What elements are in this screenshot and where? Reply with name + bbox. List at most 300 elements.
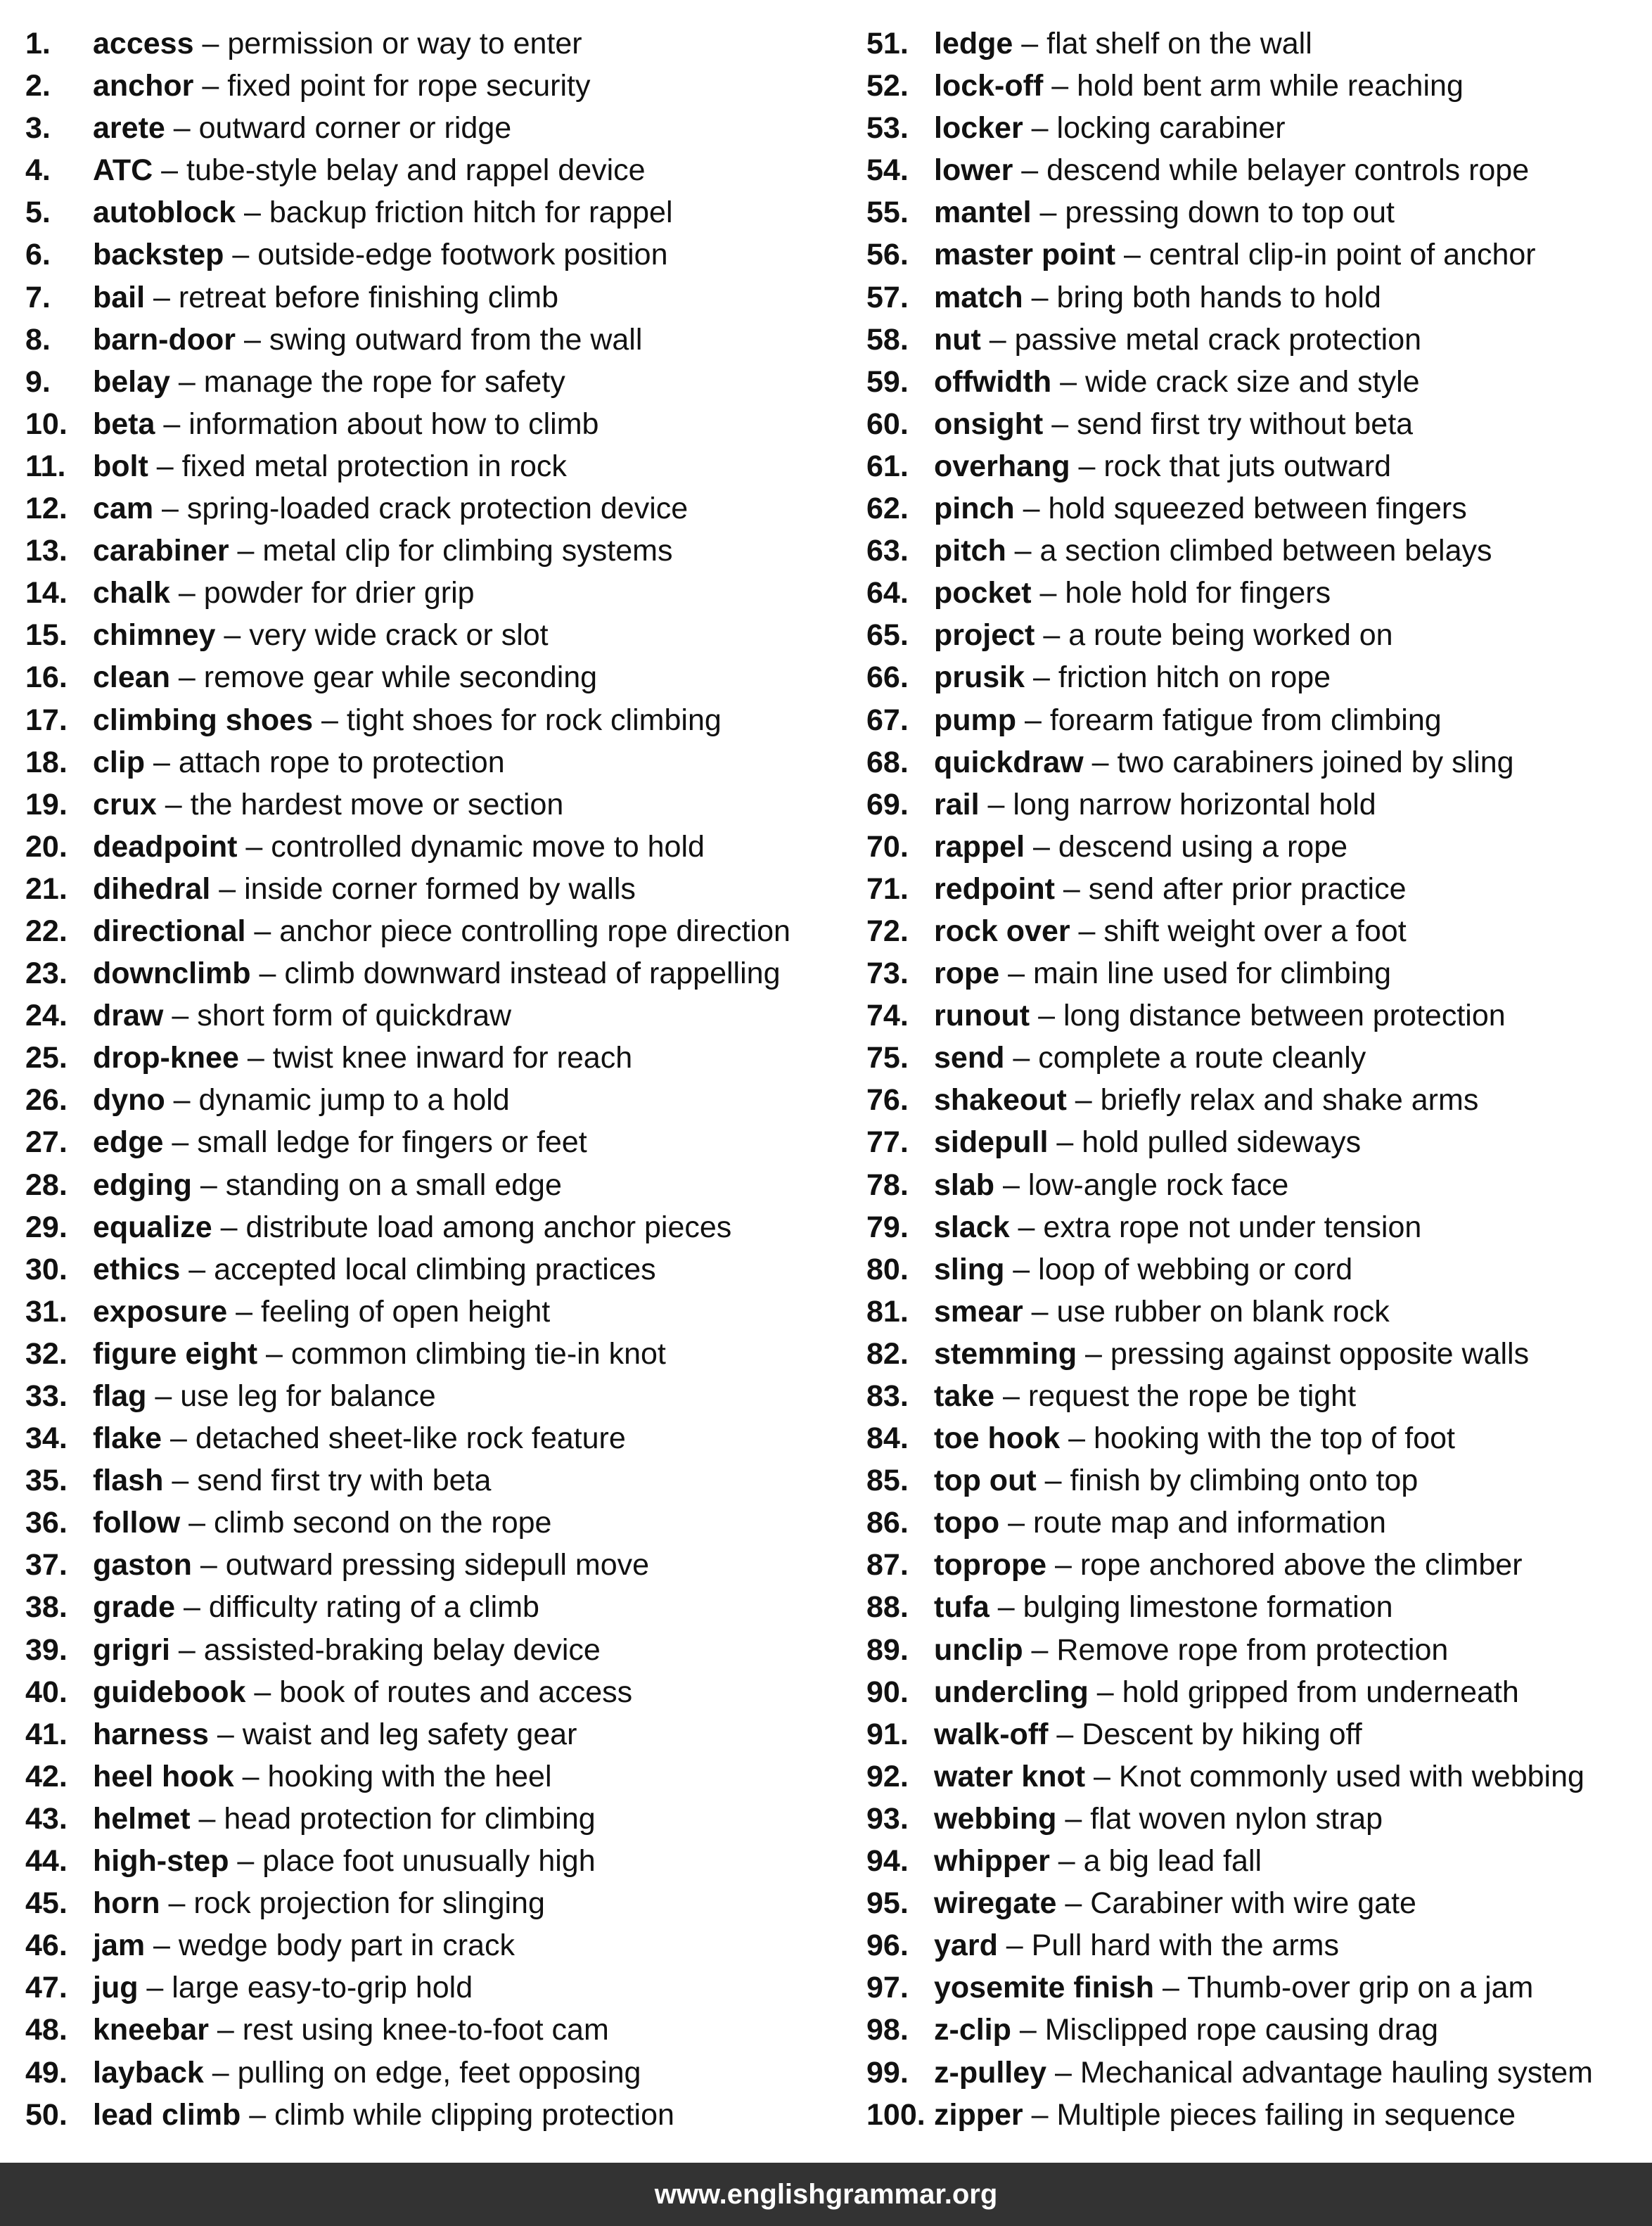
glossary-entry — [866, 2094, 1648, 2136]
entry-term: rock over — [934, 914, 1070, 948]
entry-definition: Thumb-over grip on a jam — [1187, 1971, 1534, 2005]
entry-term: climbing shoes — [93, 703, 314, 737]
entry-definition: climb second on the rope — [214, 1506, 552, 1540]
entry-term: flag — [93, 1379, 147, 1413]
entry-separator: – — [169, 660, 204, 695]
entry-number: 1. — [25, 27, 51, 60]
entry-term: lead climb — [93, 2097, 241, 2132]
entry-definition: difficulty rating of a climb — [208, 1590, 539, 1625]
glossary-entry — [866, 1079, 1648, 1121]
entry-term: toe hook — [934, 1421, 1061, 1456]
glossary-entry — [25, 107, 834, 149]
entry-term: pinch — [934, 492, 1015, 526]
glossary-entry — [25, 2094, 834, 2136]
entry-definition: complete a route cleanly — [1038, 1041, 1366, 1075]
entry-number: 91. — [866, 1717, 909, 1751]
entry-term: runout — [934, 999, 1030, 1033]
entry-number: 19. — [25, 787, 68, 821]
entry-number: 48. — [25, 2013, 68, 2047]
entry-term: offwidth — [934, 364, 1052, 399]
entry-definition: feeling of open height — [261, 1294, 551, 1329]
entry-definition: rest using knee-to-foot cam — [242, 2013, 609, 2047]
entry-definition: route map and information — [1032, 1506, 1386, 1540]
glossary-entry — [25, 952, 834, 994]
glossary-entry — [25, 234, 834, 276]
entry-term: project — [934, 618, 1035, 653]
glossary-entry — [866, 1502, 1648, 1544]
entry-definition: use rubber on blank rock — [1056, 1294, 1390, 1329]
entry-definition: head protection for climbing — [224, 1801, 596, 1836]
entry-definition: hole hold for fingers — [1065, 576, 1331, 610]
entry-term: belay — [93, 364, 170, 399]
entry-definition: book of routes and access — [279, 1675, 633, 1709]
entry-definition: central clip-in point of anchor — [1148, 238, 1536, 272]
glossary-entry — [25, 319, 834, 361]
entry-separator: – — [160, 1886, 194, 1921]
entry-term: downclimb — [93, 957, 251, 991]
glossary-entry — [866, 65, 1648, 107]
entry-definition: hold gripped from underneath — [1122, 1675, 1519, 1709]
entry-term: figure eight — [93, 1336, 258, 1371]
glossary-entry — [25, 614, 834, 656]
entry-term: high-step — [93, 1844, 229, 1879]
entry-separator: – — [241, 2097, 275, 2132]
glossary-entry — [866, 2052, 1648, 2094]
entry-separator: – — [155, 407, 189, 441]
glossary-entry — [25, 149, 834, 191]
entry-separator: – — [229, 1844, 263, 1879]
entry-term: shakeout — [934, 1083, 1067, 1118]
entry-separator: – — [233, 1759, 268, 1793]
entry-definition: a big lead fall — [1083, 1844, 1262, 1879]
entry-definition: forearm fatigue from climbing — [1049, 703, 1442, 737]
glossary-entry — [25, 487, 834, 530]
entry-number: 96. — [866, 1928, 909, 1963]
entry-term: redpoint — [934, 871, 1055, 906]
entry-definition: Mechanical advantage hauling system — [1080, 2055, 1593, 2090]
entry-term: grigri — [93, 1632, 170, 1667]
entry-definition: outward pressing sidepull move — [225, 1548, 650, 1582]
glossary-entry — [25, 1755, 834, 1798]
entry-number: 58. — [866, 322, 909, 357]
entry-number: 12. — [25, 492, 68, 526]
entry-definition: remove gear while seconding — [203, 660, 598, 695]
entry-number: 90. — [866, 1675, 909, 1709]
entry-number: 39. — [25, 1632, 68, 1667]
entry-term: toprope — [934, 1548, 1047, 1582]
entry-term: lock-off — [934, 69, 1044, 103]
entry-term: edging — [93, 1168, 192, 1202]
entry-separator: – — [313, 703, 347, 737]
entry-number: 41. — [25, 1717, 68, 1751]
glossary-entry — [25, 1291, 834, 1333]
glossary-entry — [25, 403, 834, 445]
glossary-entry — [866, 1798, 1648, 1840]
entry-number: 94. — [866, 1844, 909, 1879]
entry-term: pitch — [934, 534, 1006, 568]
entry-term: slack — [934, 1210, 1010, 1244]
entry-number: 25. — [25, 1041, 68, 1075]
entry-term: ethics — [93, 1252, 181, 1286]
entry-term: bail — [93, 280, 146, 314]
entry-term: guidebook — [93, 1675, 246, 1709]
entry-number: 56. — [866, 238, 909, 272]
entry-separator: – — [237, 829, 271, 864]
entry-definition: briefly relax and shake arms — [1100, 1083, 1479, 1118]
glossary-entry — [25, 1248, 834, 1291]
entry-definition: anchor piece controlling rope direction — [279, 914, 790, 948]
entry-number: 36. — [25, 1506, 68, 1540]
entry-number: 89. — [866, 1632, 909, 1667]
entry-term: deadpoint — [93, 829, 238, 864]
glossary-entry — [25, 1544, 834, 1586]
entry-separator: – — [999, 957, 1033, 991]
entry-definition: the hardest move or section — [190, 787, 564, 821]
entry-number: 10. — [25, 407, 68, 441]
glossary-entry — [866, 1417, 1648, 1459]
entry-separator: – — [1030, 999, 1063, 1033]
entry-separator: – — [180, 1252, 214, 1286]
entry-number: 6. — [25, 238, 51, 272]
glossary-entry — [25, 276, 834, 319]
entry-separator: – — [146, 1379, 181, 1413]
glossary-entry — [25, 530, 834, 572]
glossary-entry — [866, 1375, 1648, 1417]
entry-term: water knot — [934, 1759, 1086, 1793]
entry-term: clean — [93, 660, 170, 695]
entry-definition: dynamic jump to a hold — [198, 1083, 510, 1118]
glossary-entry — [866, 656, 1648, 698]
glossary-entry — [25, 1375, 834, 1417]
entry-number: 31. — [25, 1294, 68, 1329]
entry-definition: fixed point for rope security — [227, 69, 591, 103]
glossary-entry — [25, 1840, 834, 1882]
entry-separator: – — [1083, 745, 1118, 779]
entry-term: unclip — [934, 1632, 1023, 1667]
glossary-entry — [866, 191, 1648, 234]
entry-definition: climb downward instead of rappelling — [284, 957, 781, 991]
glossary-entry — [866, 1164, 1648, 1206]
entry-definition: a route being worked on — [1068, 618, 1393, 653]
entry-separator: – — [1031, 196, 1065, 230]
glossary-entry — [25, 1206, 834, 1248]
entry-number: 47. — [25, 1971, 68, 2005]
entry-separator: – — [191, 1548, 226, 1582]
glossary-entry — [866, 868, 1648, 910]
entry-number: 52. — [866, 69, 909, 103]
entry-term: prusik — [934, 660, 1025, 695]
entry-term: drop-knee — [93, 1041, 239, 1075]
entry-term: nut — [934, 322, 981, 357]
entry-definition: Remove rope from protection — [1056, 1632, 1449, 1667]
entry-term: jug — [93, 1971, 139, 2005]
entry-separator: – — [1088, 1675, 1122, 1709]
entry-separator: – — [212, 1210, 246, 1244]
entry-definition: detached sheet-like rock feature — [195, 1421, 626, 1456]
entry-term: slab — [934, 1168, 995, 1202]
entry-term: lower — [934, 153, 1013, 188]
entry-number: 87. — [866, 1548, 909, 1582]
entry-separator: – — [169, 364, 204, 399]
entry-number: 69. — [866, 787, 909, 821]
entry-term: backstep — [93, 238, 224, 272]
entry-separator: – — [163, 1125, 198, 1160]
entry-term: smear — [934, 1294, 1023, 1329]
entry-term: equalize — [93, 1210, 212, 1244]
entry-separator: – — [156, 787, 191, 821]
entry-term: zipper — [934, 2097, 1023, 2132]
entry-definition: hold squeezed between fingers — [1048, 492, 1467, 526]
entry-separator: – — [145, 280, 179, 314]
glossary-column-left — [25, 23, 834, 2136]
entry-definition: rock projection for slinging — [193, 1886, 545, 1921]
entry-separator: – — [138, 1971, 172, 2005]
footer-website[interactable]: www.englishgrammar.org — [0, 2163, 1652, 2226]
entry-separator: – — [165, 1083, 199, 1118]
entry-separator: – — [979, 787, 1013, 821]
entry-definition: swing outward from the wall — [269, 322, 643, 357]
glossary-entry — [866, 1544, 1648, 1586]
entry-definition: friction hitch on rope — [1058, 660, 1331, 695]
entry-term: jam — [93, 1928, 146, 1963]
entry-definition: shift weight over a foot — [1103, 914, 1407, 948]
entry-separator: – — [163, 999, 198, 1033]
entry-definition: hold pulled sideways — [1082, 1125, 1362, 1160]
entry-definition: attach rope to protection — [178, 745, 505, 779]
entry-definition: small ledge for fingers or feet — [197, 1125, 587, 1160]
entry-term: mantel — [934, 196, 1032, 230]
entry-separator: – — [162, 1421, 196, 1456]
entry-separator: – — [1043, 407, 1077, 441]
entry-number: 28. — [25, 1168, 68, 1202]
entry-separator: – — [215, 618, 250, 653]
entry-term: follow — [93, 1506, 181, 1540]
entry-separator: – — [1016, 703, 1050, 737]
entry-number: 83. — [866, 1379, 909, 1413]
entry-number: 43. — [25, 1801, 68, 1836]
glossary-entry — [25, 572, 834, 614]
entry-term: z-pulley — [934, 2055, 1047, 2090]
entry-number: 17. — [25, 703, 68, 737]
entry-definition: Pull hard with the arms — [1031, 1928, 1340, 1963]
entry-separator: – — [1154, 1971, 1188, 2005]
entry-number: 81. — [866, 1294, 909, 1329]
entry-separator: – — [1056, 1886, 1091, 1921]
entry-number: 78. — [866, 1168, 909, 1202]
entry-separator: – — [1049, 1844, 1084, 1879]
entry-number: 99. — [866, 2055, 909, 2090]
entry-term: overhang — [934, 449, 1070, 483]
entry-definition: tube-style belay and rappel device — [186, 153, 646, 188]
entry-term: dyno — [93, 1083, 165, 1118]
entry-separator: – — [1060, 1421, 1094, 1456]
glossary-entry — [866, 234, 1648, 276]
glossary-entry — [866, 445, 1648, 487]
entry-definition: long distance between protection — [1063, 999, 1506, 1033]
entry-number: 54. — [866, 153, 909, 188]
entry-definition: accepted local climbing practices — [214, 1252, 656, 1286]
entry-number: 72. — [866, 914, 909, 948]
entry-term: stemming — [934, 1336, 1077, 1371]
entry-number: 4. — [25, 153, 51, 188]
entry-definition: descend using a rope — [1058, 829, 1348, 864]
entry-definition: Misclipped rope causing drag — [1044, 2013, 1439, 2047]
entry-number: 71. — [866, 871, 909, 906]
entry-term: layback — [93, 2055, 204, 2090]
entry-number: 34. — [25, 1421, 68, 1456]
entry-term: walk-off — [934, 1717, 1049, 1751]
entry-number: 80. — [866, 1252, 909, 1286]
entry-number: 98. — [866, 2013, 909, 2047]
entry-separator: – — [250, 957, 285, 991]
entry-number: 7. — [25, 280, 51, 314]
glossary-entry — [25, 65, 834, 107]
entry-number: 40. — [25, 1675, 68, 1709]
glossary-entry — [25, 1417, 834, 1459]
entry-separator: – — [203, 2055, 238, 2090]
entry-term: carabiner — [93, 534, 229, 568]
entry-separator: – — [1013, 153, 1047, 188]
entry-number: 79. — [866, 1210, 909, 1244]
entry-definition: assisted-braking belay device — [203, 1632, 601, 1667]
entry-term: webbing — [934, 1801, 1057, 1836]
entry-term: master point — [934, 238, 1116, 272]
entry-definition: pressing against opposite walls — [1110, 1336, 1530, 1371]
entry-separator: – — [208, 2013, 243, 2047]
entry-term: sling — [934, 1252, 1005, 1286]
entry-term: send — [934, 1041, 1005, 1075]
entry-term: wiregate — [934, 1886, 1057, 1921]
entry-separator: – — [224, 238, 258, 272]
entry-number: 74. — [866, 999, 909, 1033]
entry-definition: spring-loaded crack protection device — [186, 492, 689, 526]
glossary-entry — [866, 614, 1648, 656]
entry-separator: – — [1023, 1632, 1057, 1667]
entry-term: yosemite finish — [934, 1971, 1155, 2005]
entry-term: flake — [93, 1421, 162, 1456]
glossary-entry — [866, 1713, 1648, 1755]
entry-term: chimney — [93, 618, 216, 653]
entry-number: 92. — [866, 1759, 909, 1793]
entry-definition: pressing down to top out — [1065, 196, 1395, 230]
entry-number: 49. — [25, 2055, 68, 2090]
entry-number: 68. — [866, 745, 909, 779]
glossary-entry — [25, 1671, 834, 1713]
entry-separator: – — [180, 1506, 214, 1540]
entry-definition: Multiple pieces failing in sequence — [1056, 2097, 1516, 2132]
entry-number: 8. — [25, 322, 51, 357]
glossary-entry — [25, 994, 834, 1037]
entry-separator: – — [1051, 364, 1085, 399]
entry-definition: twist knee inward for reach — [272, 1041, 633, 1075]
entry-separator: – — [245, 914, 280, 948]
entry-number: 2. — [25, 69, 51, 103]
entry-separator: – — [190, 1801, 224, 1836]
entry-number: 55. — [866, 196, 909, 230]
entry-term: quickdraw — [934, 745, 1084, 779]
glossary-entry — [866, 1037, 1648, 1079]
entry-number: 64. — [866, 576, 909, 610]
entry-separator: – — [1036, 1464, 1070, 1498]
entry-separator: – — [193, 27, 228, 60]
entry-number: 61. — [866, 449, 909, 483]
entry-definition: metal clip for climbing systems — [262, 534, 673, 568]
entry-number: 42. — [25, 1759, 68, 1793]
entry-number: 38. — [25, 1590, 68, 1625]
entry-separator: – — [245, 1675, 280, 1709]
entry-term: pump — [934, 703, 1017, 737]
entry-term: bolt — [93, 449, 148, 483]
entry-separator: – — [193, 69, 228, 103]
entry-term: exposure — [93, 1294, 228, 1329]
entry-number: 13. — [25, 534, 68, 568]
glossary-entry — [866, 487, 1648, 530]
entry-number: 11. — [25, 449, 66, 483]
entry-term: dihedral — [93, 871, 211, 906]
entry-number: 15. — [25, 618, 68, 653]
glossary-entry — [25, 1121, 834, 1163]
entry-term: flash — [93, 1464, 164, 1498]
entry-definition: climb while clipping protection — [274, 2097, 674, 2132]
glossary-entry — [866, 783, 1648, 826]
entry-number: 62. — [866, 492, 909, 526]
entry-definition: very wide crack or slot — [249, 618, 549, 653]
glossary-entry — [25, 2009, 834, 2051]
glossary-entry — [25, 1586, 834, 1628]
entry-separator: – — [980, 322, 1015, 357]
entry-definition: request the rope be tight — [1027, 1379, 1357, 1413]
glossary-entry — [866, 23, 1648, 65]
entry-term: match — [934, 280, 1023, 314]
glossary-entry — [866, 276, 1648, 319]
entry-number: 3. — [25, 111, 51, 146]
entry-number: 88. — [866, 1590, 909, 1625]
entry-definition: wide crack size and style — [1084, 364, 1420, 399]
entry-separator: – — [994, 1379, 1028, 1413]
entry-number: 5. — [25, 196, 51, 230]
entry-definition: flat shelf on the wall — [1046, 27, 1312, 60]
glossary-entry — [866, 826, 1648, 868]
glossary-entry — [25, 1629, 834, 1671]
entry-definition: finish by climbing onto top — [1070, 1464, 1419, 1498]
glossary-entry — [866, 107, 1648, 149]
entry-term: draw — [93, 999, 164, 1033]
glossary-entry — [866, 403, 1648, 445]
entry-definition: tight shoes for rock climbing — [346, 703, 722, 737]
entry-separator: – — [1009, 1210, 1044, 1244]
entry-number: 84. — [866, 1421, 909, 1456]
entry-number: 76. — [866, 1083, 909, 1118]
entry-separator: – — [1031, 576, 1065, 610]
glossary-entry — [25, 1713, 834, 1755]
entry-definition: short form of quickdraw — [197, 999, 512, 1033]
entry-number: 67. — [866, 703, 909, 737]
glossary-entry — [25, 910, 834, 952]
entry-number: 59. — [866, 364, 909, 399]
entry-number: 85. — [866, 1464, 909, 1498]
entry-definition: powder for drier grip — [203, 576, 475, 610]
entry-number: 29. — [25, 1210, 68, 1244]
entry-separator: – — [208, 1717, 243, 1751]
entry-separator: – — [236, 322, 269, 357]
entry-term: locker — [934, 111, 1023, 146]
entry-separator: – — [191, 1168, 226, 1202]
entry-number: 21. — [25, 871, 68, 906]
glossary-entry — [866, 572, 1648, 614]
entry-number: 93. — [866, 1801, 909, 1836]
glossary-entry — [25, 1333, 834, 1375]
entry-number: 95. — [866, 1886, 909, 1921]
